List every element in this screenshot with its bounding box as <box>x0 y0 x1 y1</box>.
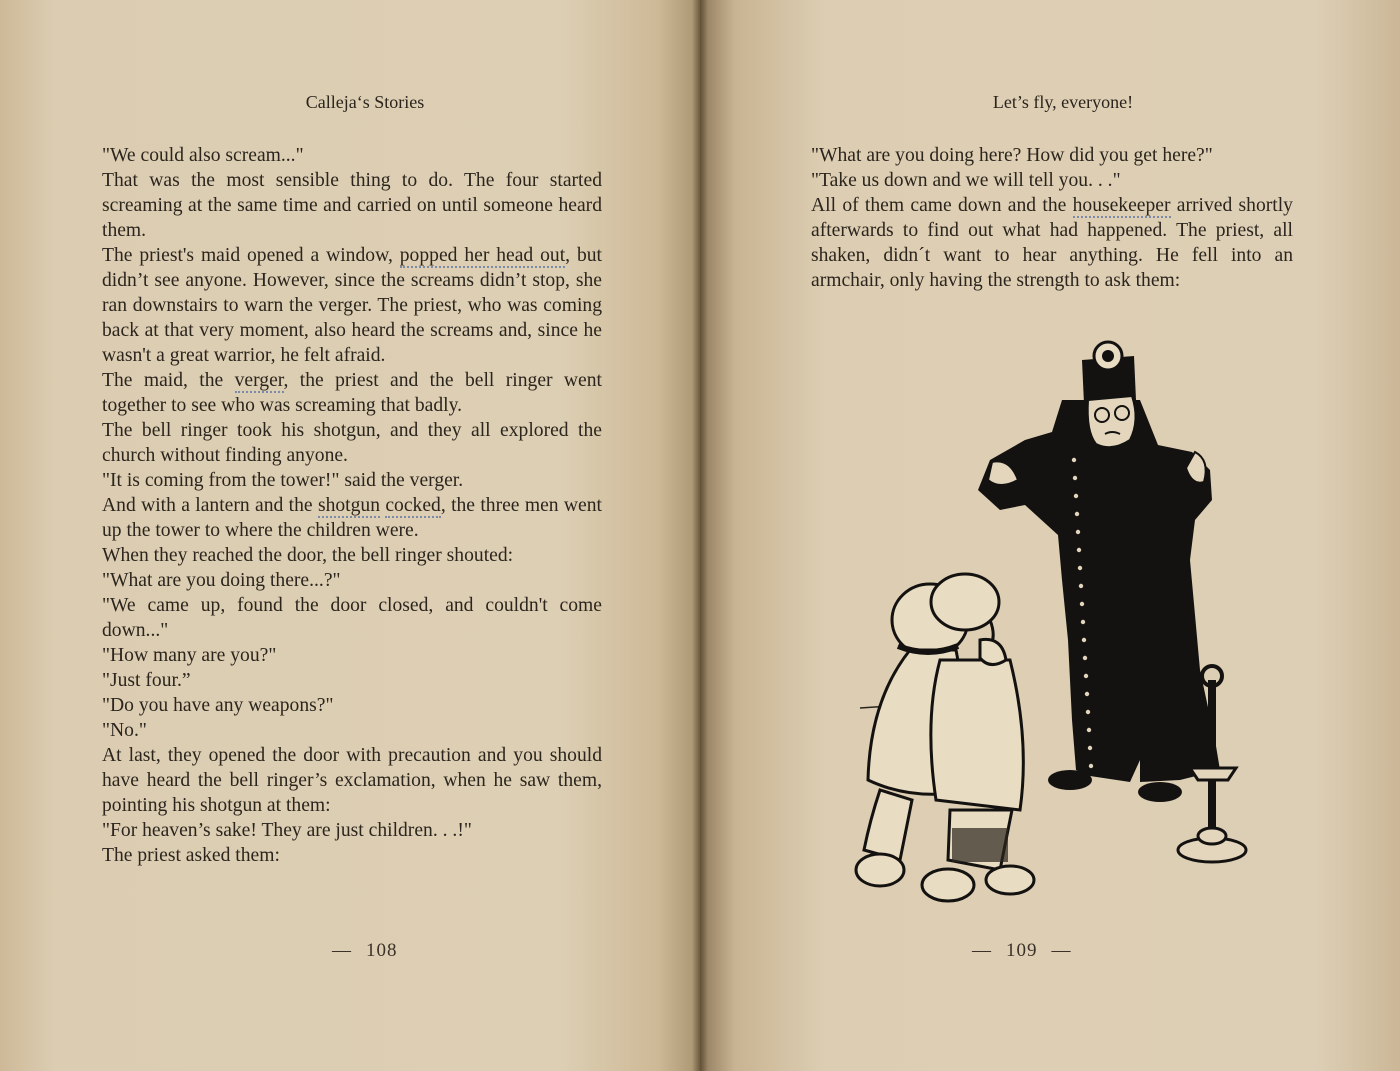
running-head-left: Calleja‘s Stories <box>305 92 425 112</box>
paragraph: "We could also scream..." <box>102 145 304 166</box>
paragraph: The maid, the verger, the priest and the bell ringer went together to see who was screaming that badly. <box>102 370 602 416</box>
paragraph: All of them came down and the housekeeper arrived shortly afterwards to find out what had happened. The priest, all shaken, didn´t want to hear anything. He fell into an armchair, only having the strength to ask them: <box>811 195 1293 291</box>
paragraph: "How many are you?" <box>102 645 277 666</box>
page-number-dash: — <box>332 940 352 961</box>
paragraph: That was the most sensible thing to do. The four started screaming at the same time and carried on until someone heard them. <box>102 170 602 241</box>
glossary-term-housekeeper[interactable]: housekeeper <box>1072 195 1171 216</box>
page-number-left <box>318 940 398 962</box>
running-head-right: Let’s fly, everyone! <box>992 92 1134 112</box>
page-number-right <box>958 940 1086 962</box>
paragraph: "Take us down and we will tell you. . ." <box>811 170 1121 191</box>
paragraph: The bell ringer took his shotgun, and they all explored the church without finding anyone. <box>102 420 602 466</box>
paragraph: "For heaven’s sake! They are just children. . .!" <box>102 820 472 841</box>
right-page <box>700 0 1400 1071</box>
paragraph: At last, they opened the door with precaution and you should have heard the bell ringer’s exclamation, when he saw them, pointing his shotgun at them: <box>102 745 602 816</box>
left-page-text <box>102 143 602 868</box>
book-gutter <box>692 0 708 1071</box>
paragraph: "What are you doing there...?" <box>102 570 341 591</box>
glossary-term-cocked[interactable]: cocked <box>385 495 441 516</box>
right-page-text <box>811 143 1293 293</box>
glossary-term-popped-her-head-out[interactable]: popped her head out <box>399 245 566 266</box>
paragraph: "What are you doing here? How did you get here?" <box>811 145 1213 166</box>
paragraph: "No." <box>102 720 147 741</box>
page-number-value: 109 <box>1006 940 1038 961</box>
paragraph: "We came up, found the door closed, and couldn't come down..." <box>102 595 602 641</box>
paragraph: And with a lantern and the shotgun cocked, the three men went up the tower to where the children were. <box>102 495 602 541</box>
page-number-dash: — <box>1051 940 1072 961</box>
paragraph: "Do you have any weapons?" <box>102 695 334 716</box>
paragraph: "Just four.” <box>102 670 191 691</box>
priest-and-children-illustration <box>840 340 1300 920</box>
glossary-term-shotgun[interactable]: shotgun <box>317 495 380 516</box>
glossary-term-verger[interactable]: verger <box>234 370 284 391</box>
page-number-dash: — <box>972 940 992 961</box>
paragraph: The priest asked them: <box>102 845 280 866</box>
paragraph: When they reached the door, the bell ringer shouted: <box>102 545 514 566</box>
page-number-value: 108 <box>366 940 398 961</box>
paragraph: The priest's maid opened a window, popped her head out, but didn’t see anyone. However, since the screams didn’t stop, she ran downstairs to warn the verger. The priest, who was coming back at that very moment, also heard the screams and, since he wasn't a great warrior, he felt afraid. <box>102 245 603 366</box>
paragraph: "It is coming from the tower!" said the verger. <box>102 470 464 491</box>
